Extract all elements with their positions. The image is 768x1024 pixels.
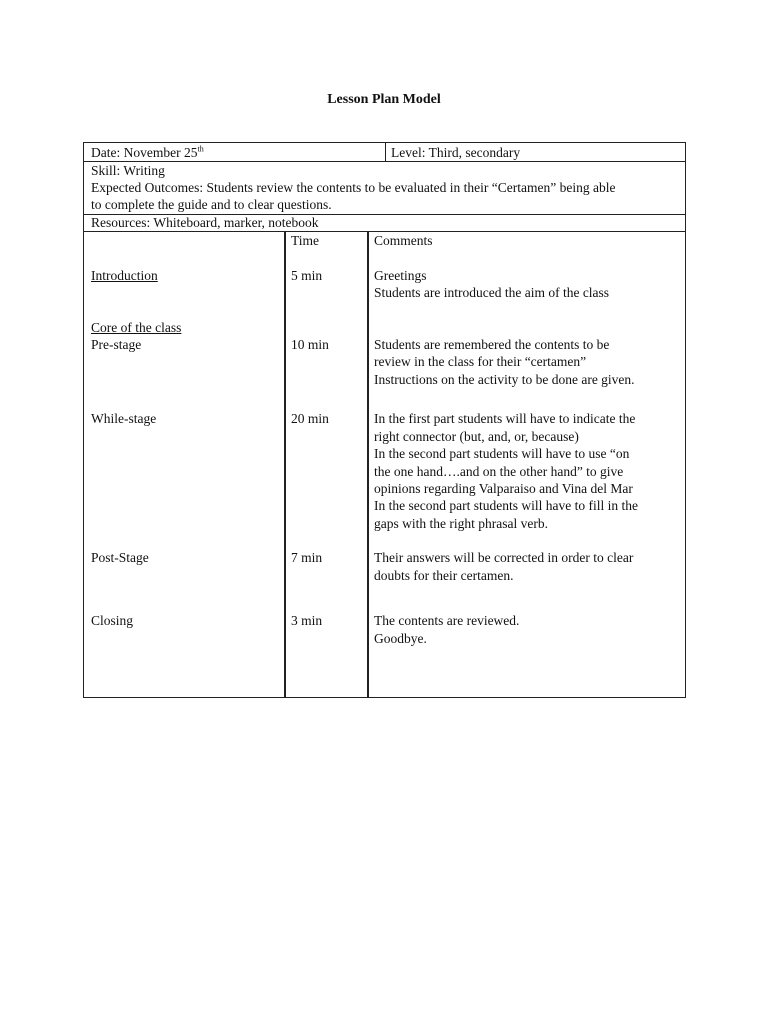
stage-while-stage: While-stage [91,411,157,426]
comment-line: review in the class for their “certamen” [374,354,587,369]
comments-header: Comments [374,233,433,248]
stage-introduction: Introduction [91,268,158,283]
time-while-stage: 20 min [291,411,329,426]
stage-post-stage: Post-Stage [91,550,149,565]
comment-line: the one hand….and on the other hand” to give [374,464,624,479]
comment-line: Instructions on the activity to be done are given. [374,372,635,387]
date-suffix: th [197,144,204,154]
comment-line: gaps with the right phrasal verb. [374,516,548,531]
comment-line: Greetings [374,268,427,283]
header-divider [385,143,386,161]
time-introduction: 5 min [291,268,323,283]
comment-line: Students are introduced the aim of the class [374,285,610,300]
outcomes-line-2: to complete the guide and to clear questions. [91,197,332,212]
comment-line: The contents are reviewed. [374,613,520,628]
comment-line: Students are remembered the contents to be [374,337,610,352]
comment-line: In the first part students will have to indicate the [374,411,636,426]
stage-pre-stage: Pre-stage [91,337,142,352]
comment-line: In the second part students will have to fill in the [374,498,638,513]
stage-closing: Closing [91,613,134,628]
outcomes-line-1: Expected Outcomes: Students review the contents to be evaluated in their “Certamen” being able [91,180,616,195]
comment-line: In the second part students will have to use “on [374,446,630,461]
section-core-of-class: Core of the class [91,320,182,335]
row-divider-1 [84,161,685,162]
time-header: Time [291,233,320,248]
date-cell [91,144,204,162]
column-divider-comments [367,231,369,697]
document-title: Lesson Plan Model [327,92,441,107]
comment-line: right connector (but, and, or, because) [374,429,579,444]
column-divider-time [284,231,286,697]
time-closing: 3 min [291,613,323,628]
comment-line: doubts for their certamen. [374,568,514,583]
comment-line: opinions regarding Valparaiso and Vina del Mar [374,481,633,496]
date-text: Date: November 25 [91,145,198,160]
lesson-plan-table [83,142,686,698]
resources-text: Resources: Whiteboard, marker, notebook [91,215,319,230]
skill-text: Skill: Writing [91,163,165,178]
comment-line: Their answers will be corrected in order to clear [374,550,634,565]
comment-line: Goodbye. [374,631,427,646]
time-post-stage: 7 min [291,550,323,565]
time-pre-stage: 10 min [291,337,329,352]
level-cell: Level: Third, secondary [391,145,521,160]
